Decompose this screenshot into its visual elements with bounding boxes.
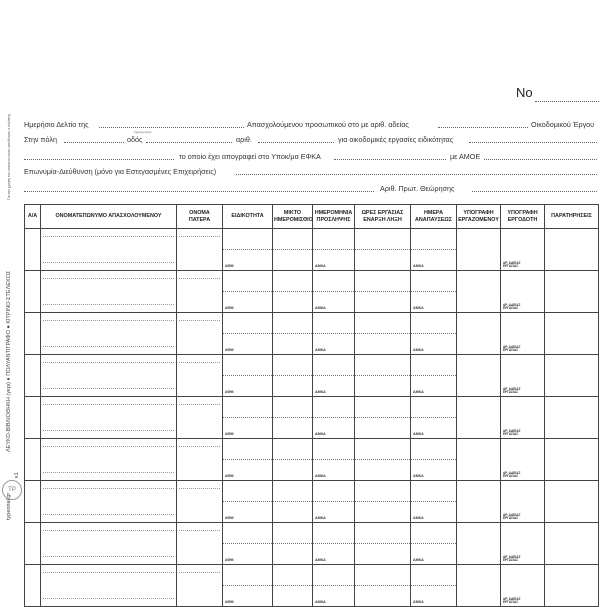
company-field-line2[interactable] xyxy=(24,191,374,192)
amoe-label: με ΑΜΟΕ xyxy=(450,152,481,161)
amka-label: ΑΜΚΑ xyxy=(315,558,326,562)
amoe-field[interactable] xyxy=(484,159,597,160)
cell-divider xyxy=(223,523,272,544)
col-remarks: ΠΑΡΑΤΗΡΗΣΕΙΣ xyxy=(545,205,599,229)
table-cell[interactable] xyxy=(457,481,501,523)
table-cell[interactable] xyxy=(313,397,355,439)
amka-label: ΑΜΚΑ xyxy=(315,264,326,268)
work-permit-label: ΑΡ. ΑΔΕΙΑΣ ΕΡΓΑΣΙΑΣ xyxy=(503,470,521,479)
dotted-guide xyxy=(43,514,174,515)
amka-label: ΑΜΚΑ xyxy=(315,348,326,352)
table-cell[interactable] xyxy=(545,565,599,607)
dotted-guide xyxy=(43,404,174,405)
cell-divider xyxy=(411,397,456,418)
amka-second-label: ΑΜΚΑ xyxy=(413,306,424,310)
dotted-guide xyxy=(179,446,220,447)
protocol-label: Αριθ. Πρωτ. Θεώρησης xyxy=(380,184,455,193)
table-cell[interactable] xyxy=(223,271,273,313)
cell-divider xyxy=(411,439,456,460)
street-number-label: αριθ. xyxy=(236,135,252,144)
col-aa: Α/Α xyxy=(25,205,41,229)
cell-divider xyxy=(223,481,272,502)
dotted-guide xyxy=(179,236,220,237)
table-cell[interactable] xyxy=(223,397,273,439)
cell-divider xyxy=(223,565,272,586)
work-permit-label: ΑΡ. ΑΔΕΙΑΣ ΕΡΓΑΣΙΑΣ xyxy=(503,386,521,395)
table-cell[interactable] xyxy=(177,271,223,313)
table-cell[interactable] xyxy=(545,355,599,397)
table-cell[interactable] xyxy=(457,565,501,607)
col-full-name: ΟΝΟΜΑΤΕΠΩΝΥΜΟ ΑΠΑΣΧΟΛΟΥΜΕΝΟΥ xyxy=(41,205,177,229)
dotted-guide xyxy=(43,556,174,557)
table-cell[interactable] xyxy=(457,439,501,481)
table-cell xyxy=(25,313,41,355)
afm-label: ΑΦΜ xyxy=(225,558,234,562)
table-cell[interactable] xyxy=(223,481,273,523)
table-cell[interactable] xyxy=(223,439,273,481)
table-cell[interactable] xyxy=(457,355,501,397)
number-label: No xyxy=(516,85,533,100)
cell-divider xyxy=(223,229,272,250)
dotted-guide xyxy=(43,572,174,573)
table-cell[interactable] xyxy=(545,481,599,523)
afm-label: ΑΦΜ xyxy=(225,390,234,394)
table-row xyxy=(25,355,599,397)
table-cell[interactable] xyxy=(177,523,223,565)
work-permit-label: ΑΡ. ΑΔΕΙΑΣ ΕΡΓΑΣΙΑΣ xyxy=(503,596,521,605)
table-cell[interactable] xyxy=(273,397,313,439)
side-note-main: ΛΕΥΚΟ-ΒΙΒΛΙΟΘΗΚΗ (γκρι) ● ΠΟΛΥΑΝΤΙΓΡΑΦΟ ● ΚΙΤΡΙΝΟ-ΣΤΕΛΕΧΟΣ xyxy=(6,270,12,452)
cell-divider xyxy=(313,481,354,502)
table-cell[interactable] xyxy=(313,523,355,565)
amka-second-label: ΑΜΚΑ xyxy=(413,390,424,394)
table-cell[interactable] xyxy=(223,355,273,397)
cell-divider xyxy=(411,481,456,502)
table-cell[interactable] xyxy=(545,271,599,313)
table-cell[interactable] xyxy=(545,313,599,355)
dotted-guide xyxy=(179,362,220,363)
table-cell[interactable] xyxy=(355,565,411,607)
amka-second-label: ΑΜΚΑ xyxy=(413,558,424,562)
building-project-label: Οικοδομικού Έργου xyxy=(531,120,595,129)
cell-divider xyxy=(355,271,410,292)
cell-divider xyxy=(355,397,410,418)
col-gross-wage: ΜΙΚΤΟ ΗΜΕΡΟΜΙΣΘΙΟ xyxy=(273,205,313,229)
table-cell[interactable] xyxy=(457,313,501,355)
col-hire-date: ΗΜΕΡΟΜΗΝΙΑ ΠΡΟΣΛΗΨΗΣ xyxy=(313,205,355,229)
table-cell xyxy=(25,523,41,565)
afm-label: ΑΦΜ xyxy=(225,264,234,268)
dotted-guide xyxy=(179,320,220,321)
dotted-guide xyxy=(43,488,174,489)
table-cell xyxy=(25,271,41,313)
table-cell[interactable] xyxy=(457,397,501,439)
table-cell[interactable] xyxy=(313,355,355,397)
table-row xyxy=(25,313,599,355)
cell-divider xyxy=(313,313,354,334)
company-field[interactable] xyxy=(236,174,597,175)
table-cell[interactable] xyxy=(501,397,545,439)
table-cell xyxy=(25,439,41,481)
table-cell[interactable] xyxy=(501,481,545,523)
table-cell[interactable] xyxy=(411,523,457,565)
cell-divider xyxy=(313,565,354,586)
dotted-guide xyxy=(43,388,174,389)
table-cell[interactable] xyxy=(355,481,411,523)
amka-label: ΑΜΚΑ xyxy=(315,390,326,394)
amka-second-label: ΑΜΚΑ xyxy=(413,600,424,604)
table-row xyxy=(25,397,599,439)
table-cell[interactable] xyxy=(313,481,355,523)
table-cell[interactable] xyxy=(457,523,501,565)
efka-field[interactable] xyxy=(334,159,446,160)
amka-label: ΑΜΚΑ xyxy=(315,474,326,478)
cell-divider xyxy=(411,355,456,376)
dotted-guide xyxy=(43,430,174,431)
cell-divider xyxy=(355,481,410,502)
daily-report-label: Ημερήσιο Δελτίο της xyxy=(24,120,89,129)
side-note-small: Για την χρήση του εντύπου είναι υπεύθυνος ο πελάτης xyxy=(7,113,11,200)
table-cell[interactable] xyxy=(501,355,545,397)
table-cell[interactable] xyxy=(501,439,545,481)
table-cell[interactable] xyxy=(273,481,313,523)
efka-prefix-field[interactable] xyxy=(24,159,174,160)
dotted-guide xyxy=(43,236,174,237)
table-cell[interactable] xyxy=(313,229,355,271)
table-cell[interactable] xyxy=(177,439,223,481)
afm-label: ΑΦΜ xyxy=(225,474,234,478)
cell-divider xyxy=(273,271,312,292)
amka-label: ΑΜΚΑ xyxy=(315,516,326,520)
dotted-guide xyxy=(43,304,174,305)
table-cell[interactable] xyxy=(41,565,177,607)
table-cell[interactable] xyxy=(457,271,501,313)
table-cell[interactable] xyxy=(223,313,273,355)
dotted-guide xyxy=(43,320,174,321)
afm-label: ΑΦΜ xyxy=(225,432,234,436)
table-cell xyxy=(25,355,41,397)
table-cell[interactable] xyxy=(273,523,313,565)
table-cell[interactable] xyxy=(313,271,355,313)
table-cell[interactable] xyxy=(313,313,355,355)
dotted-guide xyxy=(179,530,220,531)
street-label: οδός xyxy=(127,135,143,144)
table-cell[interactable] xyxy=(457,229,501,271)
cell-divider xyxy=(273,313,312,334)
table-cell[interactable] xyxy=(411,565,457,607)
table-cell[interactable] xyxy=(313,565,355,607)
table-cell[interactable] xyxy=(545,439,599,481)
cell-divider xyxy=(313,355,354,376)
cell-divider xyxy=(273,523,312,544)
table-cell[interactable] xyxy=(273,313,313,355)
table-cell[interactable] xyxy=(41,439,177,481)
table-cell[interactable] xyxy=(273,355,313,397)
afm-label: ΑΦΜ xyxy=(225,306,234,310)
dotted-guide xyxy=(43,262,174,263)
cell-divider xyxy=(223,439,272,460)
afm-label: ΑΦΜ xyxy=(225,600,234,604)
col-work-hours: ΩΡΕΣ ΕΡΓΑΣΙΑΣ ΕΝΑΡΞΗ ΛΗΞΗ xyxy=(355,205,411,229)
work-permit-label: ΑΡ. ΑΔΕΙΑΣ ΕΡΓΑΣΙΑΣ xyxy=(503,302,521,311)
street-field[interactable] xyxy=(146,142,232,143)
table-row xyxy=(25,565,599,607)
amka-second-label: ΑΜΚΑ xyxy=(413,474,424,478)
protocol-field[interactable] xyxy=(472,191,597,192)
date-field[interactable] xyxy=(99,127,244,128)
table-cell[interactable] xyxy=(273,565,313,607)
table-header-row xyxy=(25,205,599,229)
company-label: Επωνυμία-Διεύθυνση (μόνο για Εστεγασμένες Επιχειρήσεις) xyxy=(24,167,217,176)
table-cell[interactable] xyxy=(501,271,545,313)
table-row xyxy=(25,271,599,313)
cell-divider xyxy=(411,229,456,250)
table-cell[interactable] xyxy=(177,565,223,607)
col-father-name: ΟΝΟΜΑ ΠΑΤΕΡΑ xyxy=(177,205,223,229)
table-cell[interactable] xyxy=(501,565,545,607)
employees-table xyxy=(24,204,599,607)
table-cell[interactable] xyxy=(223,565,273,607)
date-hint: (ημερομηνία) xyxy=(134,130,152,134)
table-cell[interactable] xyxy=(313,439,355,481)
cell-divider xyxy=(411,313,456,334)
amka-label: ΑΜΚΑ xyxy=(315,306,326,310)
table-cell[interactable] xyxy=(355,397,411,439)
dotted-guide xyxy=(179,278,220,279)
table-cell[interactable] xyxy=(41,313,177,355)
cell-divider xyxy=(313,229,354,250)
table-cell[interactable] xyxy=(355,271,411,313)
table-cell[interactable] xyxy=(545,229,599,271)
table-cell[interactable] xyxy=(273,439,313,481)
col-rest-day: ΗΜΕΡΑ ΑΝΑΠΑΥΣΕΩΣ xyxy=(411,205,457,229)
cell-divider xyxy=(411,523,456,544)
col-specialty: ΕΙΔΙΚΟΤΗΤΑ xyxy=(223,205,273,229)
city-label: Στην πόλη xyxy=(24,135,57,144)
cell-divider xyxy=(313,523,354,544)
cell-divider xyxy=(411,271,456,292)
table-cell[interactable] xyxy=(41,481,177,523)
work-permit-label: ΑΡ. ΑΔΕΙΑΣ ΕΡΓΑΣΙΑΣ xyxy=(503,512,521,521)
table-cell xyxy=(25,565,41,607)
table-cell[interactable] xyxy=(177,397,223,439)
cell-divider xyxy=(273,481,312,502)
table-cell xyxy=(25,481,41,523)
table-cell[interactable] xyxy=(411,355,457,397)
table-cell[interactable] xyxy=(41,229,177,271)
dotted-guide xyxy=(43,598,174,599)
cell-divider xyxy=(313,397,354,418)
table-cell[interactable] xyxy=(355,313,411,355)
table-cell[interactable] xyxy=(41,397,177,439)
table-cell[interactable] xyxy=(41,271,177,313)
dotted-guide xyxy=(179,572,220,573)
table-row xyxy=(25,229,599,271)
cell-divider xyxy=(355,229,410,250)
number-field[interactable] xyxy=(535,101,599,102)
table-row xyxy=(25,481,599,523)
dotted-guide xyxy=(179,404,220,405)
table-cell[interactable] xyxy=(41,355,177,397)
cell-divider xyxy=(273,565,312,586)
table-cell[interactable] xyxy=(177,481,223,523)
cell-divider xyxy=(273,355,312,376)
table-cell[interactable] xyxy=(501,229,545,271)
table-cell[interactable] xyxy=(177,355,223,397)
specialty-label: για οικοδομικές εργασίες ειδικότητας xyxy=(338,135,454,144)
dotted-guide xyxy=(179,488,220,489)
amka-second-label: ΑΜΚΑ xyxy=(413,264,424,268)
table-cell[interactable] xyxy=(501,523,545,565)
table-cell[interactable] xyxy=(273,229,313,271)
afm-label: ΑΦΜ xyxy=(225,348,234,352)
amka-label: ΑΜΚΑ xyxy=(315,600,326,604)
work-permit-label: ΑΡ. ΑΔΕΙΑΣ ΕΡΓΑΣΙΑΣ xyxy=(503,344,521,353)
amka-second-label: ΑΜΚΑ xyxy=(413,516,424,520)
table-cell[interactable] xyxy=(177,229,223,271)
street-number-field[interactable] xyxy=(258,142,334,143)
amka-second-label: ΑΜΚΑ xyxy=(413,432,424,436)
table-cell[interactable] xyxy=(41,523,177,565)
cell-divider xyxy=(273,439,312,460)
cell-divider xyxy=(223,271,272,292)
table-cell xyxy=(25,397,41,439)
table-cell xyxy=(25,229,41,271)
table-cell[interactable] xyxy=(545,397,599,439)
side-website: typeorial.gr xyxy=(6,492,12,520)
afm-label: ΑΦΜ xyxy=(225,516,234,520)
work-permit-label: ΑΡ. ΑΔΕΙΑΣ ΕΡΓΑΣΙΑΣ xyxy=(503,554,521,563)
table-cell[interactable] xyxy=(411,229,457,271)
table-cell[interactable] xyxy=(411,271,457,313)
table-row xyxy=(25,439,599,481)
table-cell[interactable] xyxy=(177,313,223,355)
city-field[interactable] xyxy=(64,142,124,143)
col-employee-signature: ΥΠΟΓΡΑΦΗ ΕΡΓΑΖΟΜΕΝΟΥ xyxy=(457,205,501,229)
table-cell[interactable] xyxy=(223,229,273,271)
table-cell[interactable] xyxy=(411,313,457,355)
cell-divider xyxy=(273,397,312,418)
dotted-guide xyxy=(43,278,174,279)
dotted-guide xyxy=(43,530,174,531)
cell-divider xyxy=(355,355,410,376)
table-cell[interactable] xyxy=(411,397,457,439)
cell-divider xyxy=(355,313,410,334)
table-cell[interactable] xyxy=(411,439,457,481)
dotted-guide xyxy=(43,346,174,347)
table-cell[interactable] xyxy=(545,523,599,565)
cell-divider xyxy=(313,439,354,460)
table-row xyxy=(25,523,599,565)
dotted-guide xyxy=(43,446,174,447)
cell-divider xyxy=(223,313,272,334)
cell-divider xyxy=(355,439,410,460)
table-cell[interactable] xyxy=(355,355,411,397)
employees-permit-label: Απασχολούμενου προσωπικού στο με αριθ. αδείας xyxy=(247,120,409,129)
cell-divider xyxy=(223,397,272,418)
dotted-guide xyxy=(43,472,174,473)
cell-divider xyxy=(355,565,410,586)
table-cell[interactable] xyxy=(223,523,273,565)
table-cell[interactable] xyxy=(273,271,313,313)
cell-divider xyxy=(355,523,410,544)
table-cell[interactable] xyxy=(355,523,411,565)
table-cell[interactable] xyxy=(411,481,457,523)
amka-label: ΑΜΚΑ xyxy=(315,432,326,436)
side-code: κ1 xyxy=(14,472,20,478)
efka-label: το οποίο έχει απογραφεί στο Υποκ/μα ΕΦΚΑ xyxy=(179,152,321,161)
amka-second-label: ΑΜΚΑ xyxy=(413,348,424,352)
cell-divider xyxy=(313,271,354,292)
cell-divider xyxy=(411,565,456,586)
specialty-field[interactable] xyxy=(469,142,597,143)
permit-number-field[interactable] xyxy=(438,127,528,128)
work-permit-label: ΑΡ. ΑΔΕΙΑΣ ΕΡΓΑΣΙΑΣ xyxy=(503,428,521,437)
col-employer-signature: ΥΠΟΓΡΑΦΗ ΕΡΓΟΔΟΤΗ xyxy=(501,205,545,229)
publisher-logo-icon: ΤΡ xyxy=(2,480,22,500)
cell-divider xyxy=(273,229,312,250)
dotted-guide xyxy=(43,362,174,363)
table-cell[interactable] xyxy=(355,439,411,481)
work-permit-label: ΑΡ. ΑΔΕΙΑΣ ΕΡΓΑΣΙΑΣ xyxy=(503,260,521,269)
table-cell[interactable] xyxy=(501,313,545,355)
table-cell[interactable] xyxy=(355,229,411,271)
cell-divider xyxy=(223,355,272,376)
